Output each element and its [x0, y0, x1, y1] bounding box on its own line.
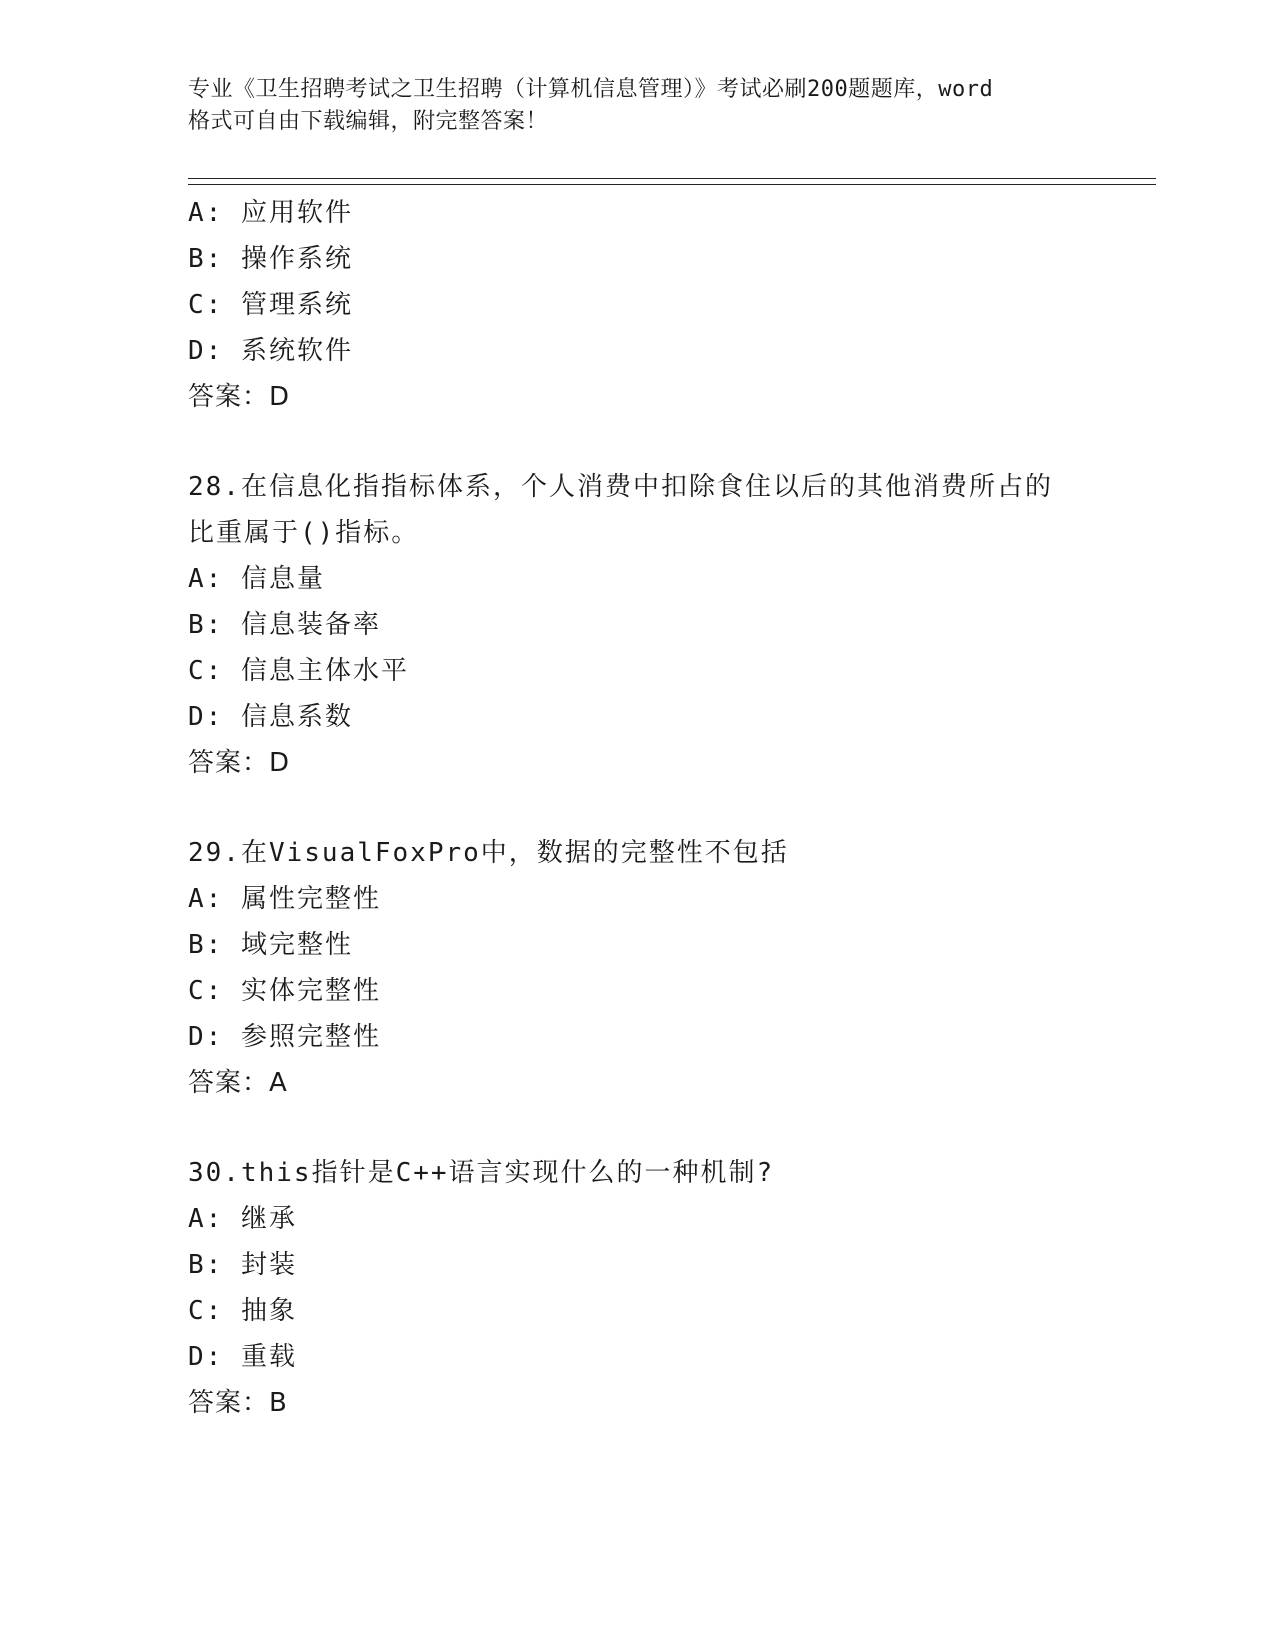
answer-line: 答案：B	[188, 1388, 288, 1418]
spacer	[188, 420, 1108, 464]
question-stem: 29.在VisualFoxPro中，数据的完整性不包括	[188, 838, 789, 868]
option-b: B: 封装	[188, 1250, 297, 1280]
option-a: A: 信息量	[188, 564, 325, 594]
question-block-30	[188, 1150, 1108, 1426]
option-a: A: 应用软件	[188, 198, 353, 228]
question-block-28	[188, 464, 1108, 786]
spacer	[188, 786, 1108, 830]
option-c: C: 管理系统	[188, 290, 353, 320]
answer-line: 答案：D	[188, 382, 291, 412]
question-stem: 30.this指针是C++语言实现什么的一种机制?	[188, 1158, 775, 1188]
question-block-27	[188, 190, 1108, 420]
option-a: A: 属性完整性	[188, 884, 381, 914]
option-c: C: 信息主体水平	[188, 656, 409, 686]
header-divider	[188, 178, 1156, 185]
document-header	[188, 74, 1088, 138]
spacer	[188, 1106, 1108, 1150]
header-line-1: 专业《卫生招聘考试之卫生招聘（计算机信息管理）》考试必刷200题题库，word	[188, 77, 994, 102]
option-d: D: 参照完整性	[188, 1022, 381, 1052]
option-b: B: 信息装备率	[188, 610, 381, 640]
question-block-29	[188, 830, 1108, 1106]
option-d: D: 重载	[188, 1342, 297, 1372]
question-stem: 28.在信息化指指标体系，个人消费中扣除食住以后的其他消费所占的	[188, 472, 1053, 502]
option-b: B: 域完整性	[188, 930, 353, 960]
option-c: C: 抽象	[188, 1296, 297, 1326]
header-line-2: 格式可自由下载编辑，附完整答案！	[188, 109, 549, 134]
question-stem-continued: 比重属于()指标。	[188, 518, 420, 548]
answer-line: 答案：A	[188, 1068, 288, 1098]
option-a: A: 继承	[188, 1204, 297, 1234]
question-list	[188, 190, 1108, 1426]
option-b: B: 操作系统	[188, 244, 353, 274]
option-d: D: 信息系数	[188, 702, 353, 732]
option-c: C: 实体完整性	[188, 976, 381, 1006]
option-d: D: 系统软件	[188, 336, 353, 366]
answer-line: 答案：D	[188, 748, 291, 778]
